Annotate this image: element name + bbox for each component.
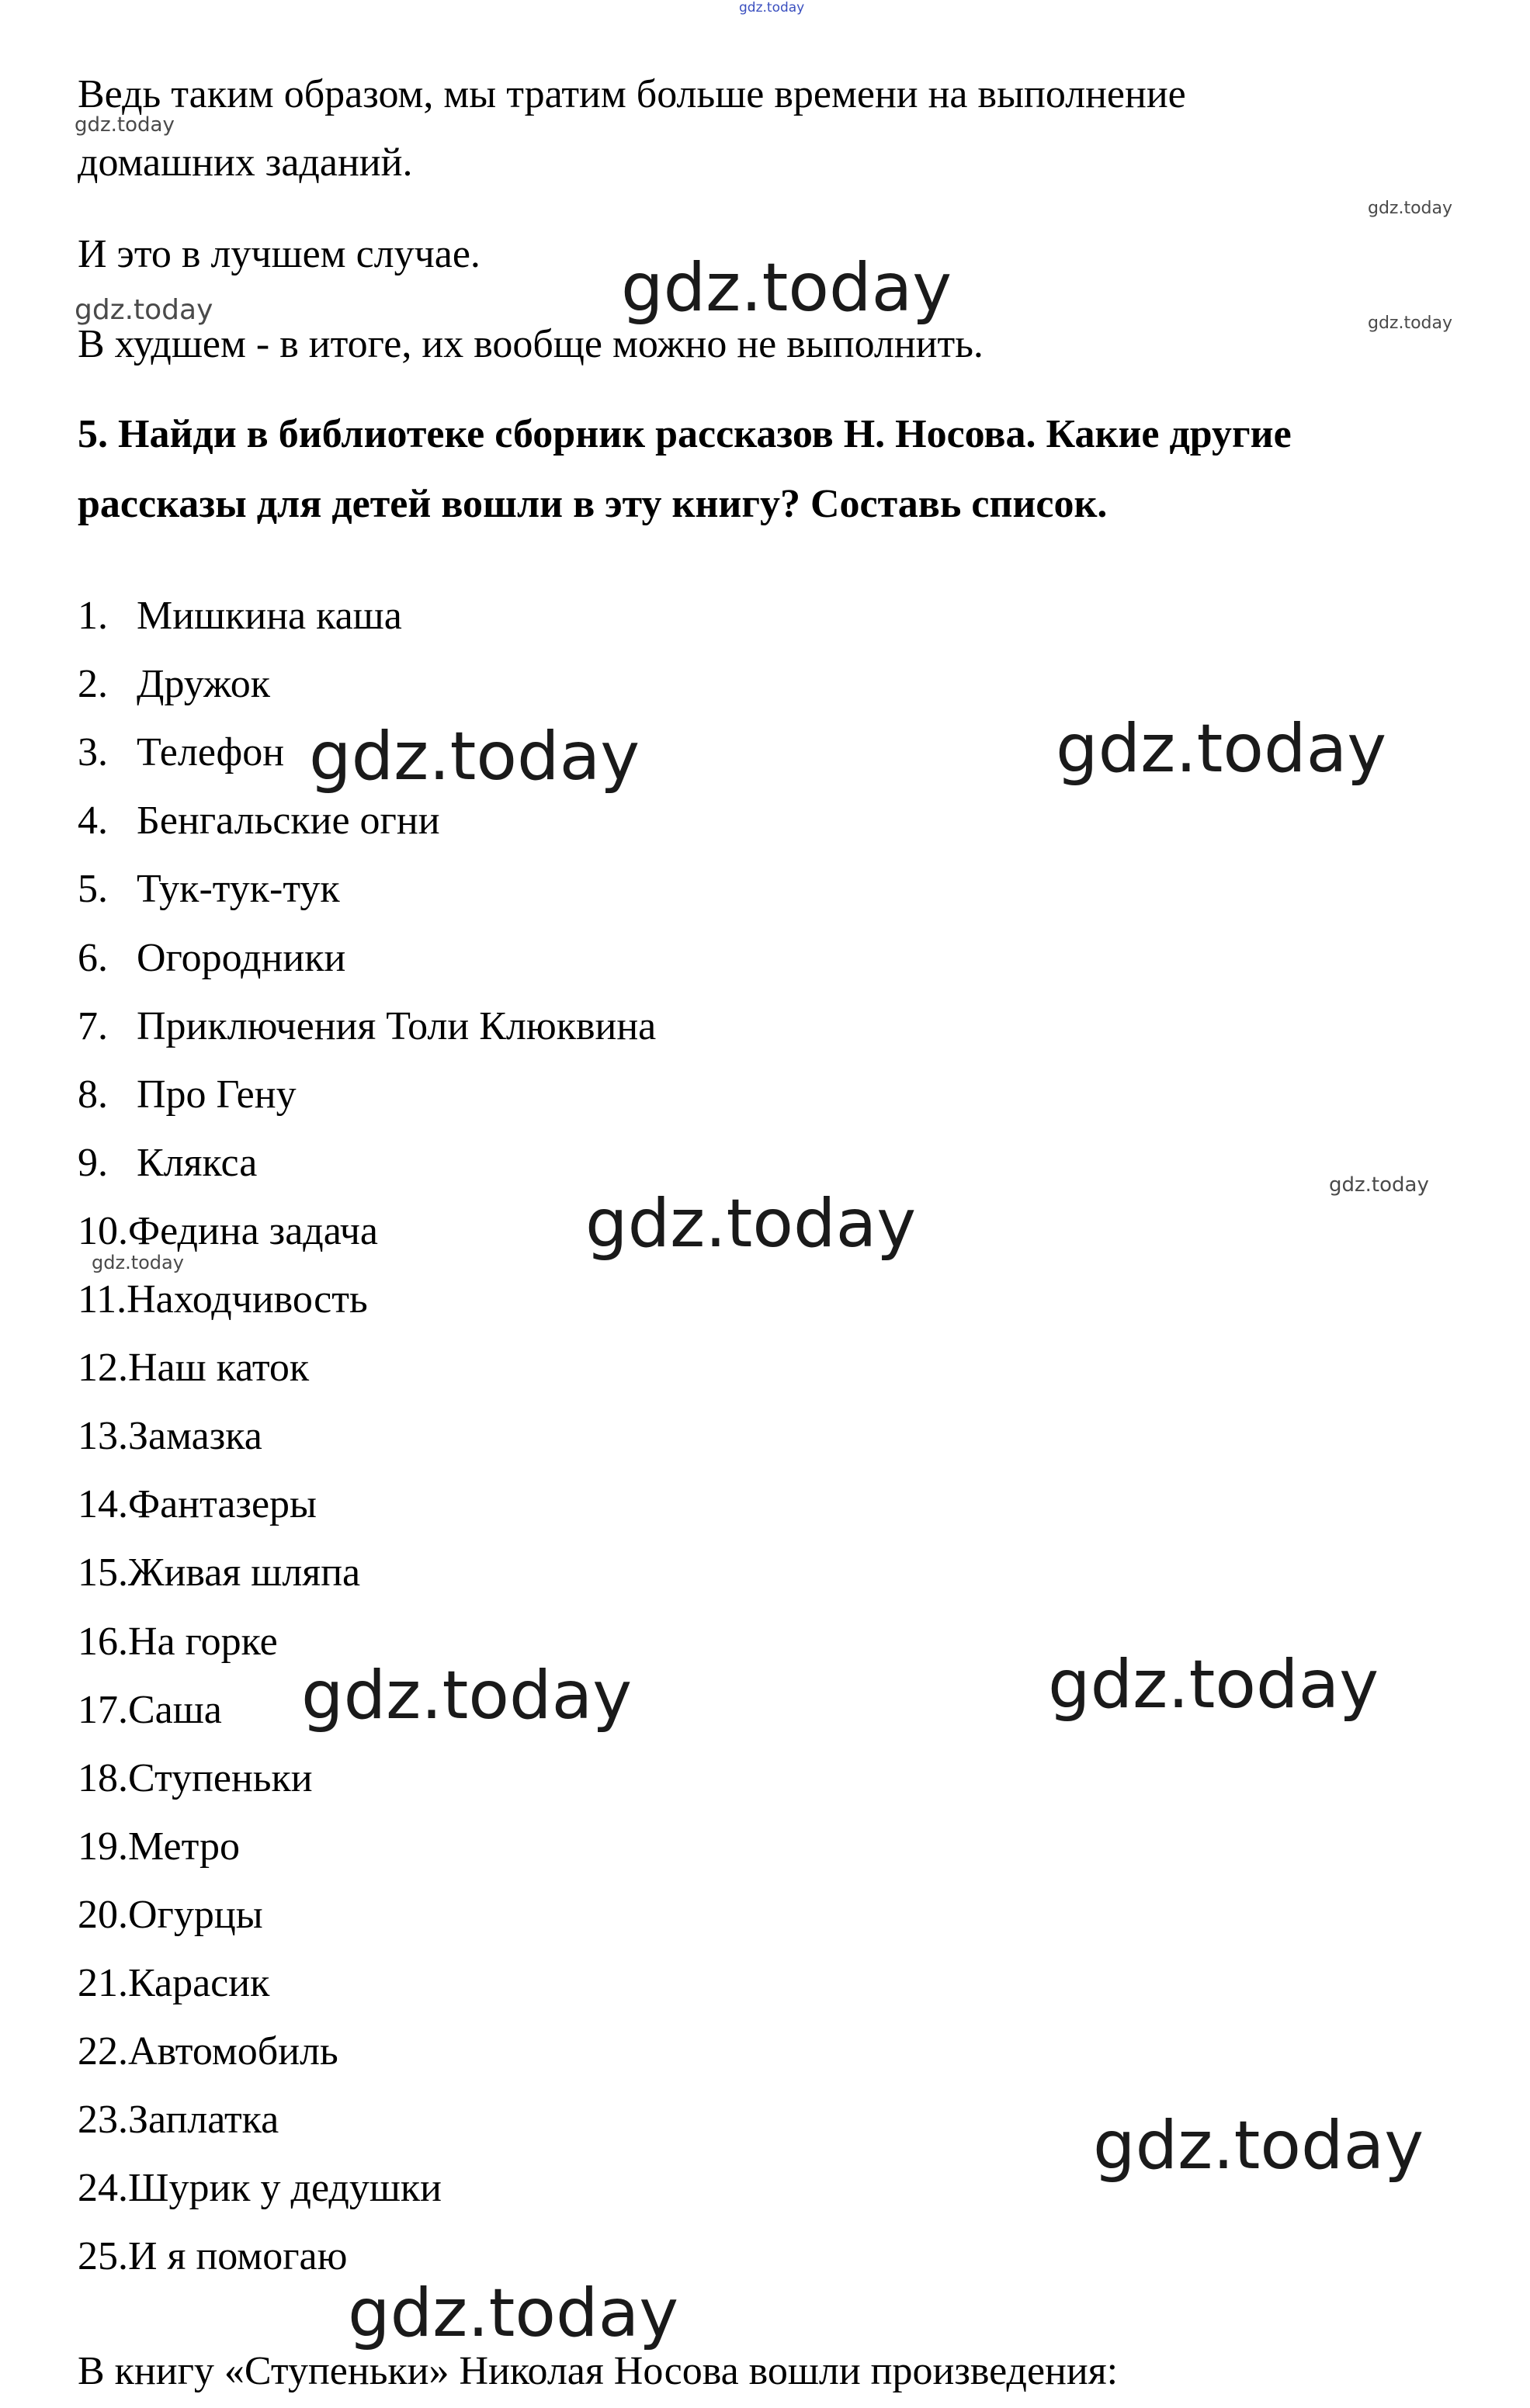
list-item-number: 21. [78,1961,128,2005]
list-item-number: 22. [78,2029,128,2074]
paragraph-line: В худшем - в итоге, их вообще можно не выполнить. [78,322,984,366]
list-item [78,1208,378,1255]
list-item [78,593,402,639]
list-item-text: Фантазеры [128,1482,317,1526]
list-item [78,1481,317,1528]
footer-paragraph: В книгу «Ступеньки» Николая Носова вошли произведения: [78,2349,1119,2393]
list-item-text: На горке [128,1620,278,1664]
list-item-number: 2. [78,662,108,706]
list-item-number: 17. [78,1688,128,1732]
list-item [78,1413,262,1460]
list-item-text: Тук-тук-тук [137,867,340,911]
list-item [78,1960,269,2007]
list-item [78,729,284,776]
list-item-text: Телефон [137,730,285,774]
list-item [78,1687,222,1734]
watermark-large: gdz.today [301,1657,633,1734]
list-item-number: 14. [78,1482,128,1526]
watermark-small: gdz.today [75,294,213,326]
list-item [78,1619,278,1665]
task-heading-line: 5. Найди в библиотеке сборник рассказов Н. Носова. Какие другие [78,412,1292,456]
watermark-small: gdz.today [1329,1173,1429,1197]
list-item [78,798,440,844]
watermark-large: gdz.today [348,2275,679,2352]
list-item [78,935,345,982]
list-item-number: 1. [78,594,108,638]
list-item [78,2097,279,2143]
list-item-number: 20. [78,1893,128,1937]
list-item-number: 23. [78,2098,128,2142]
list-item-number: 6. [78,936,108,980]
list-item-number: 4. [78,799,108,843]
watermark-large: gdz.today [1093,2107,1424,2185]
paragraph-line: домашних заданий. [78,140,413,185]
list-item-text: Клякса [137,1141,258,1185]
list-item-number: 24. [78,2166,128,2210]
list-item-number: 12. [78,1346,128,1390]
list-item-text: Огородники [137,936,346,980]
watermark-large: gdz.today [1048,1646,1379,1724]
watermark-large: gdz.today [621,249,952,327]
list-item-text: Замазка [128,1414,262,1458]
list-item-number: 3. [78,730,108,774]
watermark-small: gdz.today [1368,199,1453,218]
list-item-number: 10. [78,1209,128,1253]
list-item-text: Ступеньки [128,1756,313,1800]
list-item-text: Про Гену [137,1072,297,1117]
list-item-number: 11. [78,1277,127,1322]
paragraph-line: И это в лучшем случае. [78,232,481,276]
list-item-number: 19. [78,1824,128,1869]
list-item [78,2165,442,2212]
list-item-text: Шурик у дедушки [128,2166,442,2210]
list-item-number: 15. [78,1550,128,1595]
watermark-small: gdz.today [75,113,175,137]
list-item-text: Автомобиль [128,2029,338,2074]
list-item [78,2029,338,2075]
list-item [78,1550,360,1596]
list-item [78,1892,263,1939]
list-item [78,1824,240,1870]
list-item-text: И я помогаю [128,2234,348,2278]
list-item [78,1755,313,1802]
list-item [78,866,340,913]
watermark-large: gdz.today [309,718,640,795]
list-item-number: 16. [78,1620,128,1664]
list-item-text: Саша [128,1688,222,1732]
list-item-number: 7. [78,1004,108,1048]
list-item-text: Живая шляпа [128,1550,361,1595]
list-item [78,2233,347,2280]
list-item-text: Наш каток [128,1346,310,1390]
list-item-text: Находчивость [127,1277,368,1322]
task-heading-line: рассказы для детей вошли в эту книгу? Составь список. [78,482,1108,526]
watermark-small: gdz.today [92,1252,184,1273]
watermark-small: gdz.today [1368,314,1453,333]
paragraph-line: Ведь таким образом, мы тратим больше времени на выполнение [78,72,1186,116]
list-item-text: Дружок [137,662,270,706]
list-item [78,1140,257,1187]
list-item-text: Огурцы [128,1893,263,1937]
list-item [78,1003,656,1050]
list-item-text: Заплатка [128,2098,279,2142]
watermark-large: gdz.today [585,1185,917,1263]
list-item-text: Мишкина каша [137,594,402,638]
watermark-large: gdz.today [1056,710,1387,788]
list-item [78,661,270,708]
list-item-number: 13. [78,1414,128,1458]
list-item [78,1277,368,1323]
list-item-text: Приключения Толи Клюквина [137,1004,657,1048]
list-item-number: 18. [78,1756,128,1800]
list-item-text: Карасик [128,1961,270,2005]
list-item-text: Федина задача [128,1209,378,1253]
list-item-number: 9. [78,1141,108,1185]
list-item-number: 8. [78,1072,108,1117]
list-item-number: 5. [78,867,108,911]
list-item-number: 25. [78,2234,128,2278]
list-item [78,1345,309,1391]
list-item-text: Бенгальские огни [137,799,440,843]
watermark-top: gdz.today [739,0,805,16]
list-item-text: Метро [128,1824,240,1869]
list-item [78,1072,297,1118]
